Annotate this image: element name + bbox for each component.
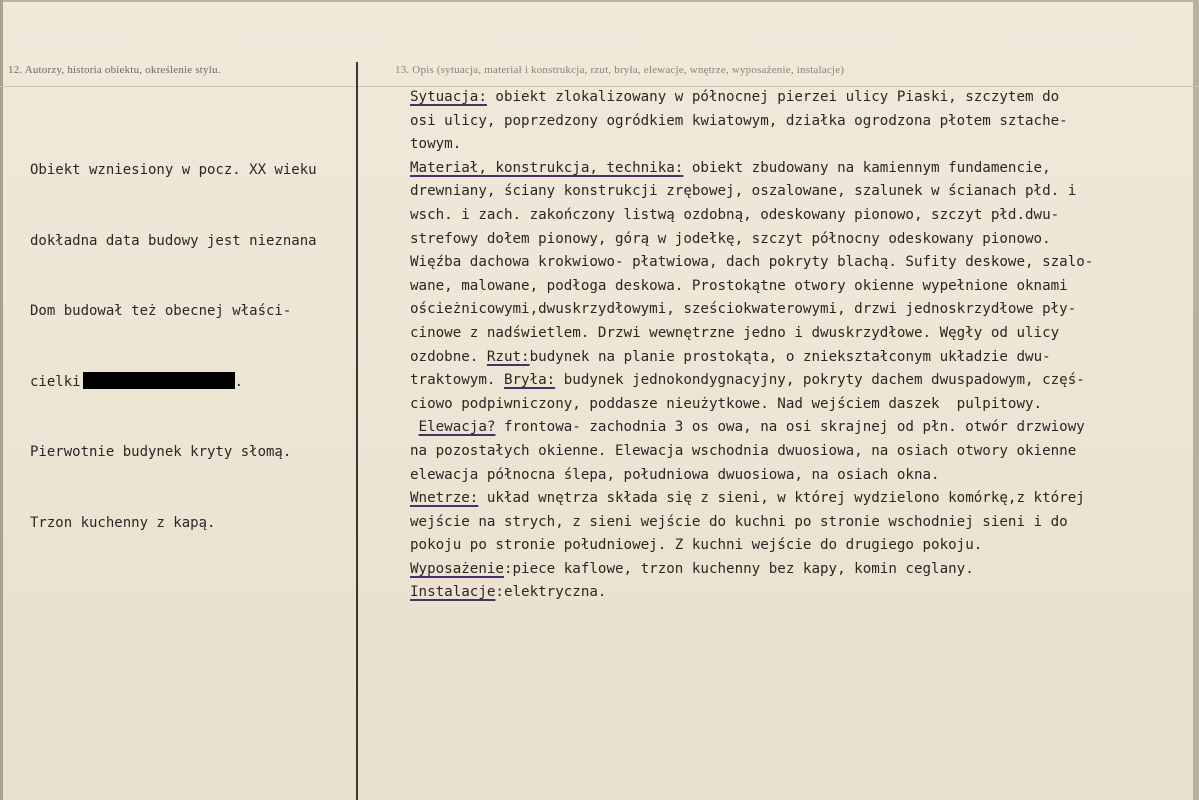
description-line: wejście na strych, z sieni wejście do kuchni po stronie wschodniej sieni i do <box>410 513 1068 530</box>
description-text-run: frontowa- zachodnia 3 os owa, na osi skrajnej od płn. otwór drzwiowy <box>495 419 1085 436</box>
section-13-header: 13. Opis (sytuacja, materiał i konstrukcja, rzut, bryła, elewacje, wnętrze, wyposażenie, instalacje) <box>395 64 845 76</box>
description-line: cinowe z nadświetlem. Drzwi wewnętrzne jedno i dwuskrzydłowe. Węgły od ulicy <box>410 324 1060 341</box>
label-elewacja: Elewacja? <box>418 419 496 436</box>
label-bryla: Bryła: <box>503 372 556 389</box>
history-text <box>30 112 360 582</box>
description-line: Więźba dachowa krokwiowo- płatwiowa, dach pokryty blachą. Sufity deskowe, szalo- <box>410 254 1094 271</box>
history-line: Pierwotnie budynek kryty słomą. <box>30 444 292 460</box>
label-wnetrze: Wnetrze: <box>410 490 479 507</box>
sheet-top-edge <box>0 0 1199 2</box>
history-line: Obiekt wzniesiony w pocz. XX wieku <box>30 162 317 178</box>
redacted-name <box>83 372 235 389</box>
description-text-run: obiekt zbudowany na kamiennym fundamencie, <box>683 159 1051 176</box>
label-wyposazenie: Wyposażenie <box>410 560 504 577</box>
description-line: ciowo podpiwniczony, poddasze nieużytkowe. Nad wejściem daszek pulpitowy. <box>410 395 1043 412</box>
description-line <box>410 86 1190 110</box>
description-text-run: ozdobne. <box>410 348 479 365</box>
description-line <box>410 157 1190 181</box>
sheet-left-edge <box>0 0 3 800</box>
description-line <box>410 558 1190 582</box>
description-line: strefowy dołem pionowy, górą w jodełkę, szczyt północny odeskowany pionowo. <box>410 230 1051 247</box>
description-line: na pozostałych okienne. Elewacja wschodnia dwuosiowa, na osiach otwory okienne <box>410 442 1077 459</box>
label-sytuacja: Sytuacja: <box>410 89 487 105</box>
history-line-start: cielki <box>30 373 81 390</box>
description-line <box>410 346 1190 370</box>
description-text-run: :piece kaflowe, trzon kuchenny bez kapy, komin ceglany. <box>503 560 974 577</box>
description-line: wane, malowane, podłoga deskowa. Prostokątne otwory okienne wypełnione oknami <box>410 277 1068 294</box>
description-line: towym. <box>410 136 462 153</box>
description-line <box>410 581 1190 605</box>
label-material: Materiał, konstrukcja, technika: <box>410 159 684 176</box>
description-line: drewniany, ściany konstrukcji zrębowej, oszalowane, szalunek w ścianach płd. i <box>410 183 1077 200</box>
label-rzut: Rzut: <box>486 348 530 365</box>
history-line: Dom budował też obecnej właści- <box>30 303 292 319</box>
description-line <box>410 416 1190 440</box>
history-line: Trzon kuchenny z kapą. <box>30 514 216 531</box>
history-line <box>30 371 360 395</box>
description-text <box>410 86 1190 605</box>
history-line-end: . <box>234 373 244 390</box>
description-line <box>410 369 1190 393</box>
description-line: wsch. i zach. zakończony listwą ozdobną, odeskowany pionowo, szczyt płd.dwu- <box>410 206 1060 223</box>
description-text-run: :elektryczna. <box>495 584 607 601</box>
description-line: pokoju po stronie południowej. Z kuchni wejście do drugiego pokoju. <box>410 537 983 554</box>
description-line: ościeżnicowymi,dwuskrzydłowymi, sześciokwaterowymi, drzwi jednoskrzydłowe pły- <box>410 301 1077 318</box>
description-text-run: budynek na planie prostokąta, o zniekształconym układzie dwu- <box>529 348 1051 365</box>
section-12-header: 12. Autorzy, historia obiektu, określenie stylu. <box>8 64 221 76</box>
description-text-run: układ wnętrza składa się z sieni, w której wydzielono komórkę,z której <box>478 490 1085 507</box>
description-text-run: budynek jednokondygnacyjny, pokryty dachem dwuspadowym, częś- <box>555 372 1085 389</box>
history-line: dokładna data budowy jest nieznana <box>30 232 317 249</box>
description-text-run: traktowym. <box>410 372 496 389</box>
description-line <box>410 487 1190 511</box>
description-line: elewacja północna ślepa, południowa dwuosiowa, na osiach okna. <box>410 466 940 483</box>
description-line: osi ulicy, poprzedzony ogródkiem kwiatowym, działka ogrodzona płotem sztache- <box>410 112 1068 129</box>
label-instalacje: Instalacje <box>410 584 496 601</box>
description-text-run: obiekt zlokalizowany w północnej pierzei ulicy Piaski, szczytem do <box>486 89 1060 105</box>
sheet-right-edge <box>1193 0 1199 800</box>
